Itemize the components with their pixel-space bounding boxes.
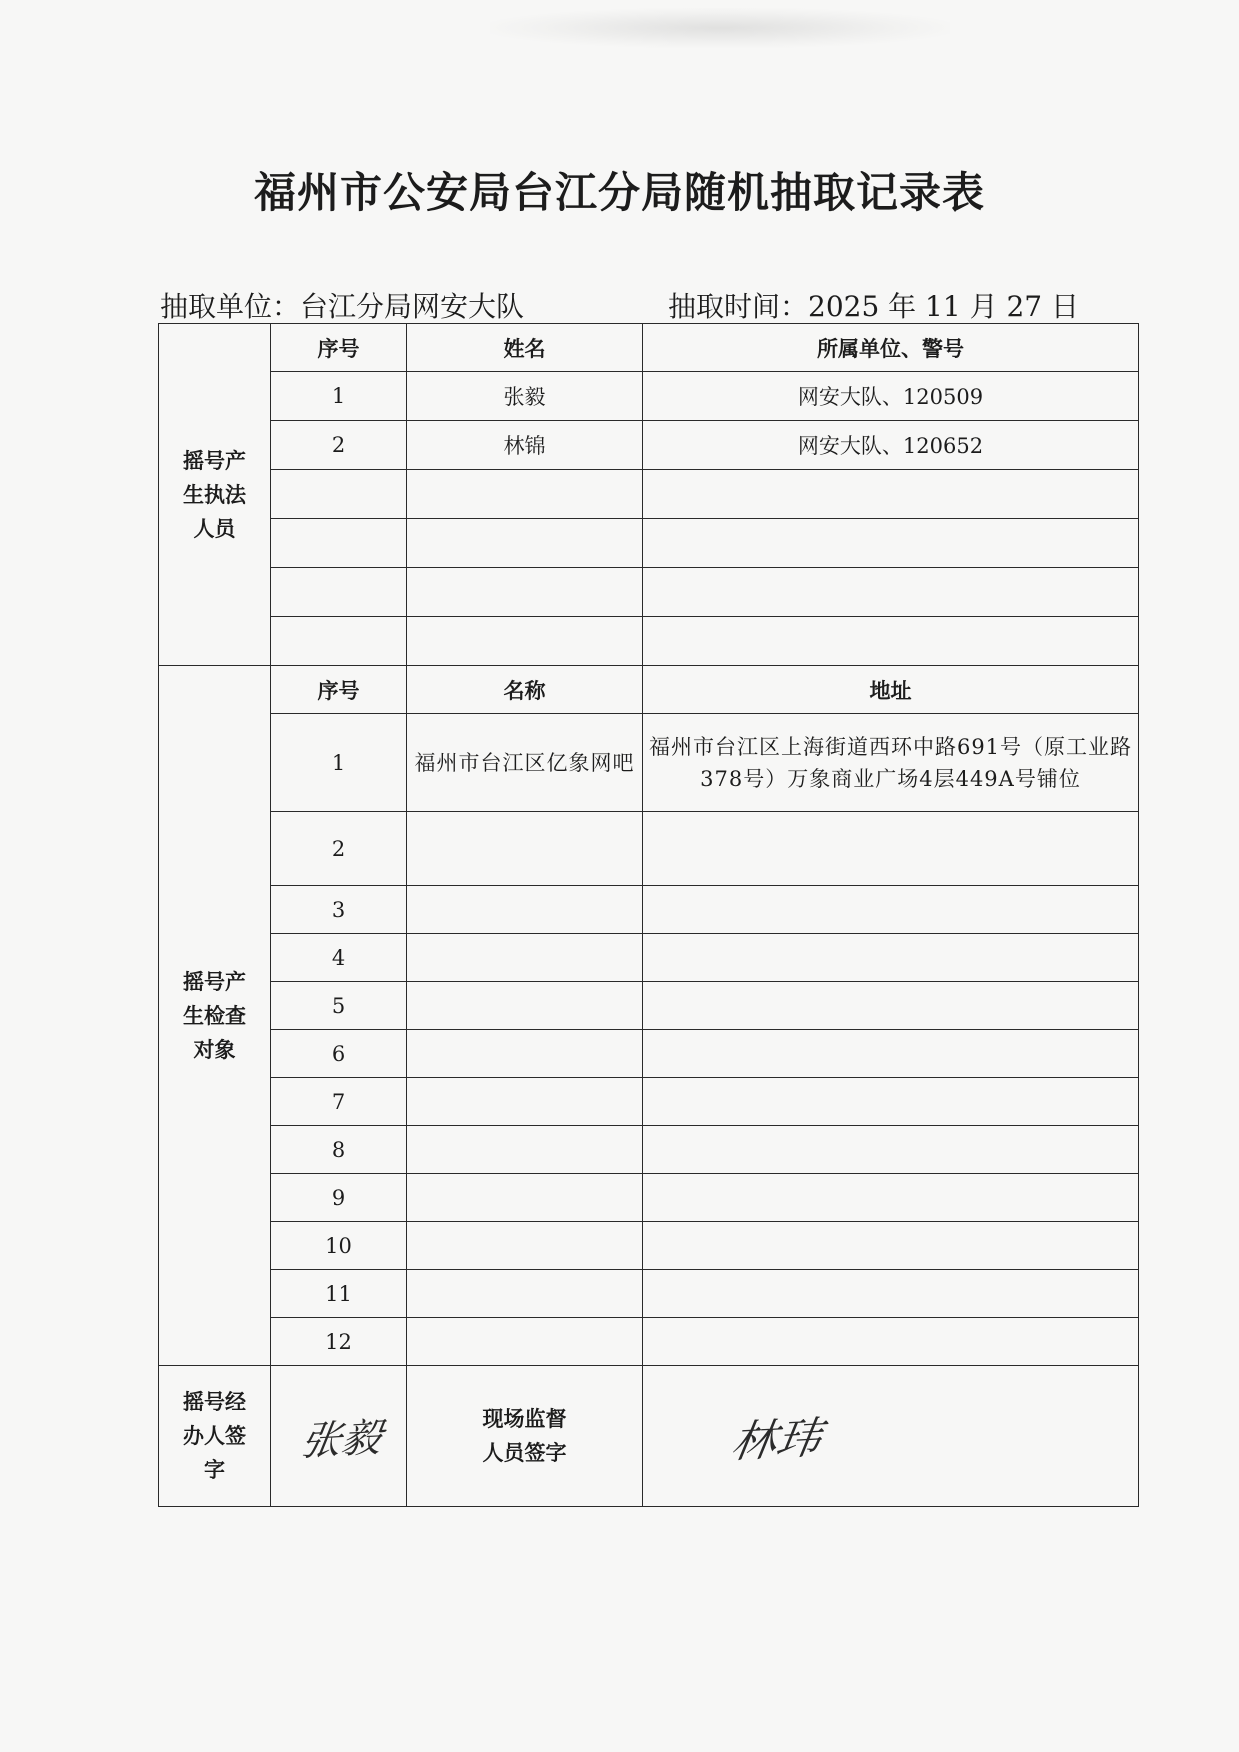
- col-header-name: 姓名: [407, 324, 643, 372]
- cell-address: [643, 1318, 1139, 1366]
- cell-name: [407, 519, 643, 568]
- cell-no: 4: [271, 934, 407, 982]
- col-header-address: 地址: [643, 666, 1139, 714]
- table-row: [159, 982, 1139, 1030]
- cell-name: [407, 1318, 643, 1366]
- table-row: [159, 714, 1139, 812]
- cell-no: 2: [271, 812, 407, 886]
- cell-no: 5: [271, 982, 407, 1030]
- cell-no: 10: [271, 1222, 407, 1270]
- cell-address: [643, 1078, 1139, 1126]
- cell-unit: 网安大队、120652: [643, 421, 1139, 470]
- cell-unit: [643, 470, 1139, 519]
- cell-no: [271, 519, 407, 568]
- cell-address: [643, 812, 1139, 886]
- cell-name: 福州市台江区亿象网吧: [407, 714, 643, 812]
- cell-no: [271, 617, 407, 666]
- cell-name: [407, 1030, 643, 1078]
- cell-unit: [643, 519, 1139, 568]
- extraction-unit: 抽取单位：台江分局网安大队: [160, 290, 525, 323]
- targets-label-line: 摇号产: [183, 969, 246, 994]
- cell-unit: [643, 568, 1139, 617]
- cell-no: 3: [271, 886, 407, 934]
- record-table: [158, 323, 1139, 1507]
- cell-name: [407, 1270, 643, 1318]
- cell-no: 12: [271, 1318, 407, 1366]
- cell-name: 张毅: [407, 372, 643, 421]
- cell-name: 林锦: [407, 421, 643, 470]
- cell-no: 2: [271, 421, 407, 470]
- cell-name: [407, 982, 643, 1030]
- handler-label-line: 摇号经: [183, 1390, 246, 1414]
- cell-address: [643, 982, 1139, 1030]
- cell-no: 11: [271, 1270, 407, 1318]
- handler-signature-cell: [271, 1366, 407, 1507]
- cell-name: [407, 1126, 643, 1174]
- scan-smudge: [490, 8, 950, 48]
- table-row: [159, 1030, 1139, 1078]
- personnel-section-label: [159, 324, 271, 666]
- cell-address: [643, 886, 1139, 934]
- cell-address: [643, 1222, 1139, 1270]
- cell-name: [407, 1222, 643, 1270]
- cell-address: [643, 1174, 1139, 1222]
- cell-no: 9: [271, 1174, 407, 1222]
- cell-address: [643, 1030, 1139, 1078]
- handler-signature-label: [159, 1366, 271, 1507]
- targets-label-line: 生检查: [183, 1003, 246, 1028]
- supervisor-label-line: 人员签字: [482, 1441, 567, 1465]
- cell-name: [407, 812, 643, 886]
- cell-unit: [643, 617, 1139, 666]
- supervisor-label-line: 现场监督: [482, 1407, 567, 1431]
- col-header-no: 序号: [271, 324, 407, 372]
- cell-name: [407, 1078, 643, 1126]
- cell-name: [407, 934, 643, 982]
- cell-address: [643, 1270, 1139, 1318]
- cell-no: [271, 568, 407, 617]
- cell-no: 1: [271, 714, 407, 812]
- table-row: [159, 812, 1139, 886]
- targets-header-row: [159, 666, 1139, 714]
- table-row: [159, 1270, 1139, 1318]
- handler-label-line: 字: [204, 1458, 225, 1482]
- cell-address: [643, 934, 1139, 982]
- table-row: [159, 1126, 1139, 1174]
- cell-no: [271, 470, 407, 519]
- cell-name: [407, 617, 643, 666]
- cell-no: 8: [271, 1126, 407, 1174]
- table-row: [159, 1078, 1139, 1126]
- table-row: [159, 617, 1139, 666]
- cell-no: 7: [271, 1078, 407, 1126]
- targets-section-label: [159, 666, 271, 1366]
- table-row: [159, 372, 1139, 421]
- handler-label-line: 办人签: [183, 1424, 246, 1448]
- personnel-header-row: [159, 324, 1139, 372]
- supervisor-signature: 林玮: [727, 1412, 825, 1469]
- cell-no: 1: [271, 372, 407, 421]
- cell-no: 6: [271, 1030, 407, 1078]
- supervisor-signature-label: [407, 1366, 643, 1507]
- cell-unit: 网安大队、120509: [643, 372, 1139, 421]
- col-header-unit: 所属单位、警号: [643, 324, 1139, 372]
- extraction-time: 抽取时间：2025 年 11 月 27 日: [668, 290, 1080, 323]
- col-header-no: 序号: [271, 666, 407, 714]
- cell-address: [643, 1126, 1139, 1174]
- cell-name: [407, 886, 643, 934]
- handler-signature: 张毅: [296, 1414, 386, 1465]
- table-row: [159, 1318, 1139, 1366]
- personnel-label-line: 摇号产: [183, 448, 246, 473]
- table-row: [159, 470, 1139, 519]
- cell-name: [407, 568, 643, 617]
- cell-address: 福州市台江区上海街道西环中路691号（原工业路378号）万象商业广场4层449A号铺位: [643, 714, 1139, 812]
- table-row: [159, 886, 1139, 934]
- signature-row: [159, 1366, 1139, 1507]
- table-row: [159, 421, 1139, 470]
- cell-name: [407, 470, 643, 519]
- targets-label-line: 对象: [193, 1037, 236, 1062]
- col-header-name: 名称: [407, 666, 643, 714]
- personnel-label-line: 生执法: [183, 482, 246, 507]
- supervisor-signature-cell: [643, 1366, 1139, 1507]
- cell-name: [407, 1174, 643, 1222]
- table-row: [159, 1174, 1139, 1222]
- document-title: 福州市公安局台江分局随机抽取记录表: [253, 168, 985, 217]
- table-row: [159, 934, 1139, 982]
- personnel-label-line: 人员: [193, 516, 236, 541]
- table-row: [159, 1222, 1139, 1270]
- table-row: [159, 519, 1139, 568]
- table-row: [159, 568, 1139, 617]
